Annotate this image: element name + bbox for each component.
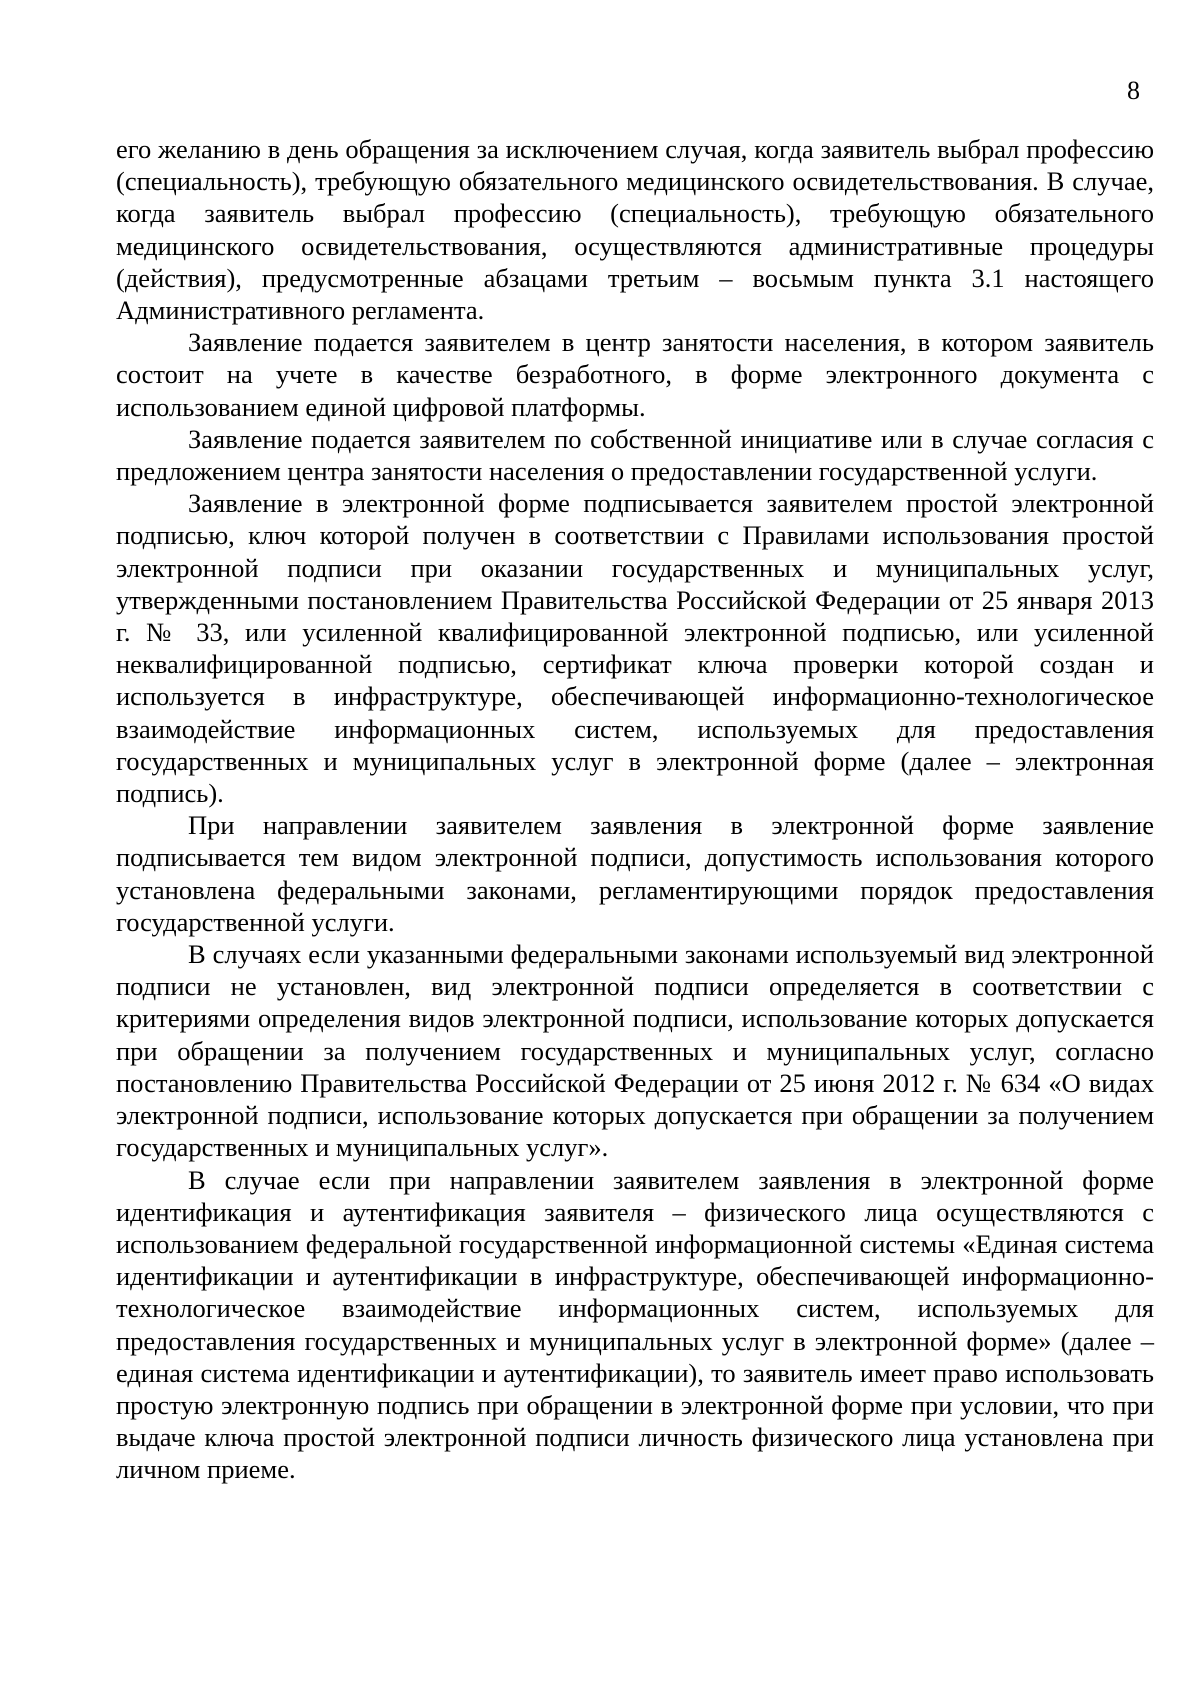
paragraph: Заявление подается заявителем в центр занятости населения, в котором заявитель состоит на учете в качестве безработного, в форме электронного документа с использованием единой цифровой платформы. [116,327,1154,422]
paragraph: При направлении заявителем заявления в электронной форме заявление подписывается тем видом электронной подписи, допустимость использования которого установлена федеральными законами, регламентирующими порядок предоставления государственной услуги. [116,810,1154,937]
page-number: 8 [1127,76,1140,105]
paragraph: В случаях если указанными федеральными законами используемый вид электронной подписи не установлен, вид электронной подписи определяется в соответствии с критериями определения видов электронной подписи, использование которых допускается при обращении за получением государственных и муниципальных услуг, согласно постановлению Правительства Российской Федерации от 25 июня 2012 г. № 634 «О видах электронной подписи, использование которых допускается при обращении за получением государственных и муниципальных услуг». [116,939,1154,1163]
paragraph: его желанию в день обращения за исключением случая, когда заявитель выбрал профессию (специальность), требующую обязательного медицинского освидетельствования. В случае, когда заявитель выбрал профессию (специальность), требующую обязательного медицинского освидетельствования, осуществляются административные процедуры (действия), предусмотренные абзацами третьим – восьмым пункта 3.1 настоящего Административного регламента. [116,134,1154,326]
paragraph: Заявление подается заявителем по собственной инициативе или в случае согласия с предложением центра занятости населения о предоставлении государственной услуги. [116,423,1154,487]
paragraph: Заявление в электронной форме подписывается заявителем простой электронной подписью, ключ которой получен в соответствии с Правилами использования простой электронной подписи при оказании государственных и муниципальных услуг, утвержденными постановлением Правительства Российской Федерации от 25 января 2013 г. № 33, или усиленной квалифицированной электронной подписью, или усиленной неквалифицированной подписью, сертификат ключа проверки которой создан и используется в инфраструктуре, обеспечивающей информационно-технологическое взаимодействие информационных систем, используемых для предоставления государственных и муниципальных услуг в электронной форме (далее – электронная подпись). [116,488,1154,809]
document-body [116,133,1154,1486]
paragraph: В случае если при направлении заявителем заявления в электронной форме идентификация и аутентификация заявителя – физического лица осуществляются с использованием федеральной государственной информационной системы «Единая система идентификации и аутентификации в инфраструктуре, обеспечивающей информационно- технологическое взаимодействие информационных систем, используемых для предоставления государственных и муниципальных услуг в электронной форме» (далее – единая система идентификации и аутентификации), то заявитель имеет право использовать простую электронную подпись при обращении в электронной форме при условии, что при выдаче ключа простой электронной подписи личность физического лица установлена при личном приеме. [116,1164,1154,1485]
